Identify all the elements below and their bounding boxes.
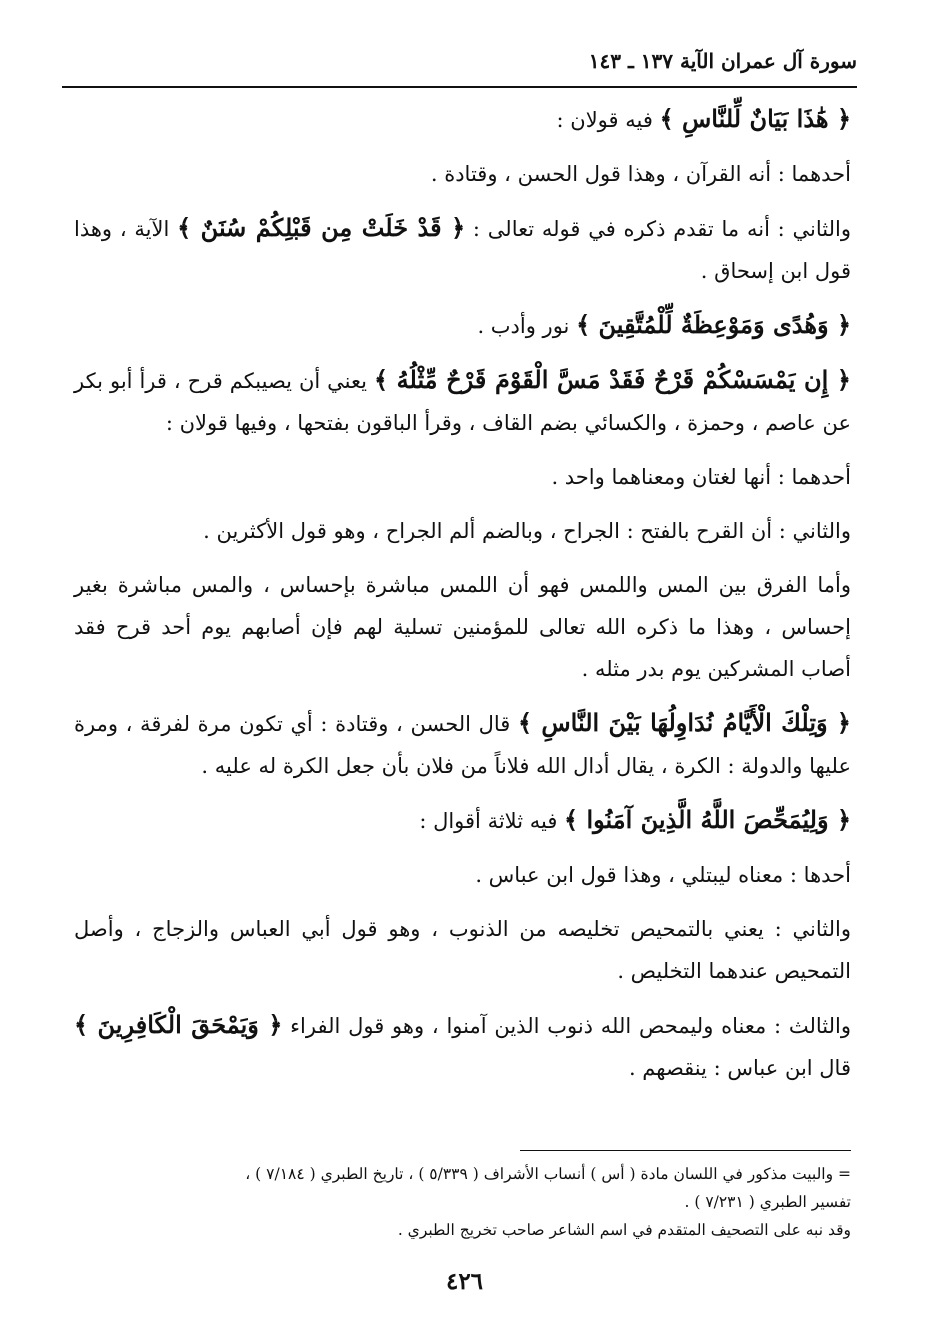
quran-quote: ﴿ وَهُدًى وَمَوْعِظَةٌ لِّلْمُتَّقِينَ ﴾: [576, 310, 851, 339]
paragraph-9: [74, 702, 851, 787]
footnote-line-2: تفسير الطبري ( ٧/٢٣١ ) .: [684, 1193, 851, 1211]
quran-quote: ﴿ وَلِيُمَحِّصَ اللَّهُ الَّذِينَ آمَنُوا ﴾: [564, 805, 851, 834]
paragraph-13: [74, 1004, 851, 1089]
paragraph-text: أحدهما : أنه القرآن ، وهذا قول الحسن ، وقتادة .: [430, 162, 851, 186]
page-number: ٤٢٦: [445, 1268, 484, 1295]
paragraph-12: [74, 908, 851, 992]
paragraph-5: [74, 359, 851, 444]
paragraph-text: الآية ، وهذا قول ابن إسحاق .: [74, 217, 851, 283]
paragraph-text: أحدها : معناه ليبتلي ، وهذا قول ابن عباس .: [475, 863, 851, 887]
paragraph-text: وأما الفرق بين المس واللمس فهو أن اللمس مباشرة بإحساس ، والمس مباشرة بغير إحساس ، وهذا ما ذكره الله تعالى للمؤمنين تسلية لهم فإن أصابهم يوم أحد قرح فقد أصاب المشركين يوم بدر مثله .: [74, 573, 851, 681]
paragraph-text: قال ابن عباس : ينقصهم .: [628, 1056, 851, 1080]
quran-quote: ﴿ هَٰذَا بَيَانٌ لِّلنَّاسِ ﴾: [659, 104, 851, 133]
quran-quote: ﴿ وَتِلْكَ الْأَيَّامُ نُدَاوِلُهَا بَيْنَ النَّاسِ ﴾: [517, 708, 851, 737]
footnote-line-1: = والبيت مذكور في اللسان مادة ( أس ) أنساب الأشراف ( ٥/٣٣٩ ) ، تاريخ الطبري ( ٧/١٨٤ ) ،: [245, 1165, 851, 1183]
footnote-line-3: وقد نبه على التصحيف المتقدم في اسم الشاعر صاحب تخريج الطبري .: [397, 1221, 851, 1239]
footnotes: [74, 1160, 851, 1244]
paragraph-7: [74, 510, 851, 552]
page-header: [62, 44, 857, 78]
footnote-divider: [520, 1150, 851, 1151]
paragraph-text: فيه ثلاثة أقوال :: [419, 809, 565, 833]
header-title: سورة آل عمران الآية ١٣٧ ـ ١٤٣: [588, 49, 857, 73]
paragraph-8: [74, 564, 851, 690]
paragraph-text: فيه قولان :: [556, 108, 660, 132]
header-divider: [62, 86, 857, 88]
paragraph-prefix: والثالث : معناه وليمحص الله ذنوب الذين آمنوا ، وهو قول الفراء: [282, 1014, 852, 1038]
quran-quote: ﴿ وَيَمْحَقَ الْكَافِرِينَ ﴾: [74, 1010, 283, 1039]
paragraph-11: [74, 854, 851, 896]
paragraph-text: والثاني : يعني بالتمحيص تخليصه من الذنوب ، وهو قول أبي العباس والزجاج ، وأصل التمحيص عندهما التخليص .: [74, 917, 851, 983]
paragraph-text: والثاني : أن القرح بالفتح : الجراح ، وبالضم ألم الجراح ، وهو قول الأكثرين .: [203, 519, 851, 543]
quran-quote: ﴿ قَدْ خَلَتْ مِن قَبْلِكُمْ سُنَنٌ ﴾: [177, 213, 466, 242]
quran-quote: ﴿ إِن يَمْسَسْكُمْ قَرْحٌ فَقَدْ مَسَّ الْقَوْمَ قَرْحٌ مِّثْلُهُ ﴾: [373, 365, 851, 394]
paragraph-1: [74, 98, 851, 141]
paragraph-6: [74, 456, 851, 498]
paragraph-text: نور وأدب .: [477, 314, 577, 338]
paragraph-3: [74, 207, 851, 292]
paragraph-2: [74, 153, 851, 195]
paragraph-text: أحدهما : أنها لغتان ومعناهما واحد .: [551, 465, 851, 489]
main-content: [74, 98, 851, 1101]
paragraph-text: قال الحسن ، وقتادة : أي تكون مرة لفرقة ، ومرة عليها والدولة : الكرة ، يقال أدال الله فلاناً من فلان بأن جعل الكرة له عليه .: [74, 712, 851, 778]
paragraph-prefix: والثاني : أنه ما تقدم ذكره في قوله تعالى :: [465, 217, 852, 241]
paragraph-10: [74, 799, 851, 842]
paragraph-text: يعني أن يصيبكم قرح ، قرأ أبو بكر عن عاصم ، وحمزة ، والكسائي بضم القاف ، وقرأ الباقون بفتحها ، وفيها قولان :: [74, 369, 851, 435]
paragraph-4: [74, 304, 851, 347]
